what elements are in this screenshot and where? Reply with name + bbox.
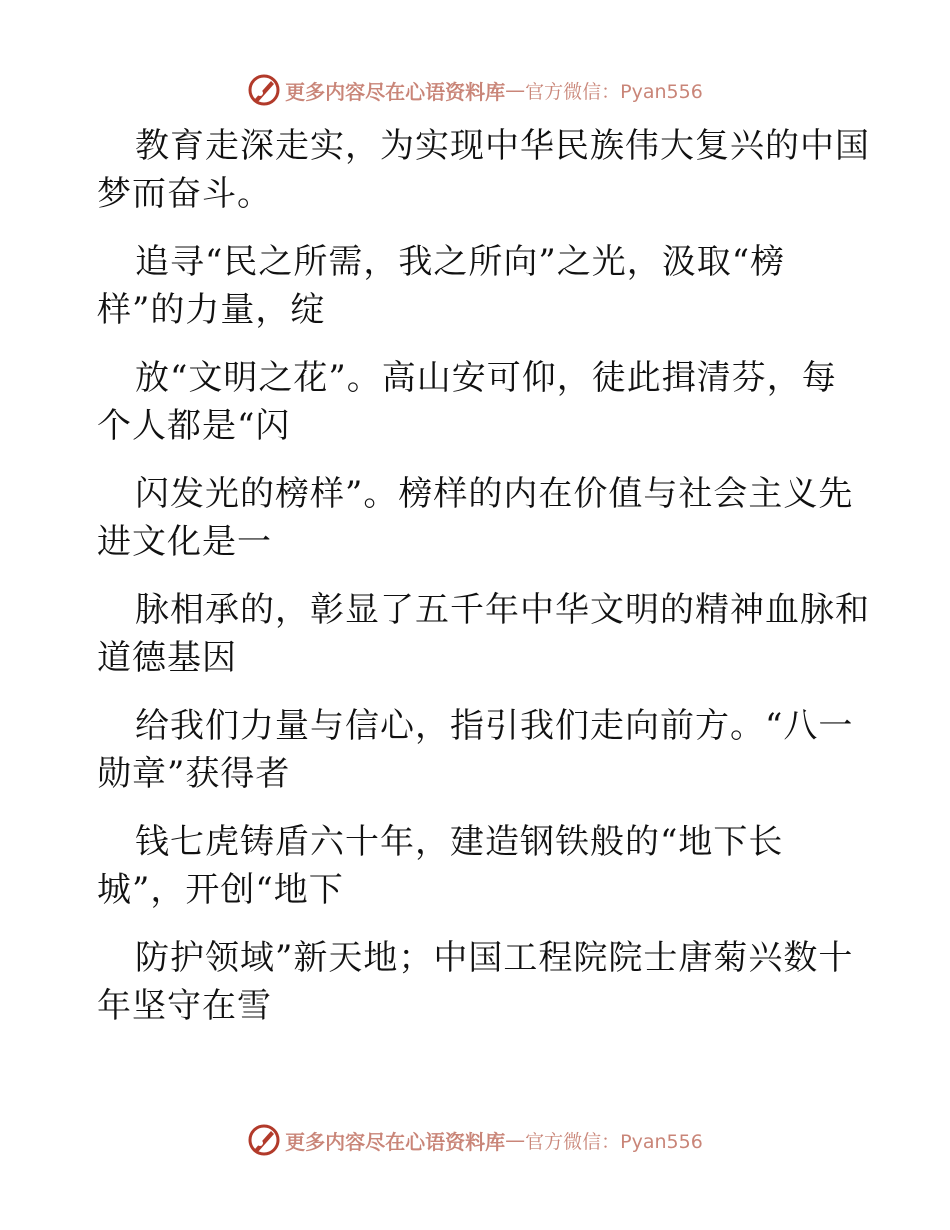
text-line: 勋章”获得者	[97, 754, 291, 794]
paragraph	[97, 470, 857, 566]
text-line: 给我们力量与信心，指引我们走向前方。“八一	[135, 706, 854, 746]
text-line: 脉相承的，彰显了五千年中华文明的精神血脉和	[135, 590, 870, 630]
pen-logo-icon	[247, 1123, 281, 1157]
text-line: 个人都是“闪	[97, 406, 291, 446]
paragraph	[97, 702, 857, 798]
document-body	[97, 122, 870, 1030]
header-banner	[0, 70, 950, 110]
text-line: 放“文明之花”。高山安可仰，徒此揖清芬，每	[135, 358, 837, 398]
header-separator: —	[505, 78, 526, 102]
text-line: 道德基因	[97, 638, 237, 678]
pen-logo-icon	[247, 73, 281, 107]
paragraph	[97, 818, 857, 914]
text-line: 进文化是一	[97, 522, 272, 562]
footer-banner	[0, 1120, 950, 1160]
paragraph	[97, 238, 857, 334]
header-brand-text: 更多内容尽在心语资料库	[285, 79, 506, 104]
text-line: 防护领域”新天地；中国工程院院士唐菊兴数十	[135, 938, 854, 978]
paragraph	[97, 934, 857, 1030]
footer-brand-text: 更多内容尽在心语资料库	[285, 1129, 506, 1154]
text-line: 梦而奋斗。	[97, 174, 272, 214]
footer-wechat-text: 官方微信：Pyan556	[525, 1130, 703, 1153]
paragraph	[97, 586, 870, 682]
paragraph	[97, 122, 870, 218]
text-line: 闪发光的榜样”。榜样的内在价值与社会主义先	[135, 474, 854, 514]
text-line: 追寻“民之所需，我之所向”之光，汲取“榜	[135, 242, 786, 282]
text-line: 教育走深走实，为实现中华民族伟大复兴的中国	[135, 126, 870, 166]
text-line: 年坚守在雪	[97, 986, 272, 1026]
text-line: 城”，开创“地下	[97, 870, 344, 910]
paragraph	[97, 354, 857, 450]
header-wechat-text: 官方微信：Pyan556	[525, 80, 703, 103]
text-line: 钱七虎铸盾六十年，建造钢铁般的“地下长	[135, 822, 784, 862]
text-line: 样”的力量，绽	[97, 290, 326, 330]
footer-separator: —	[505, 1128, 526, 1152]
